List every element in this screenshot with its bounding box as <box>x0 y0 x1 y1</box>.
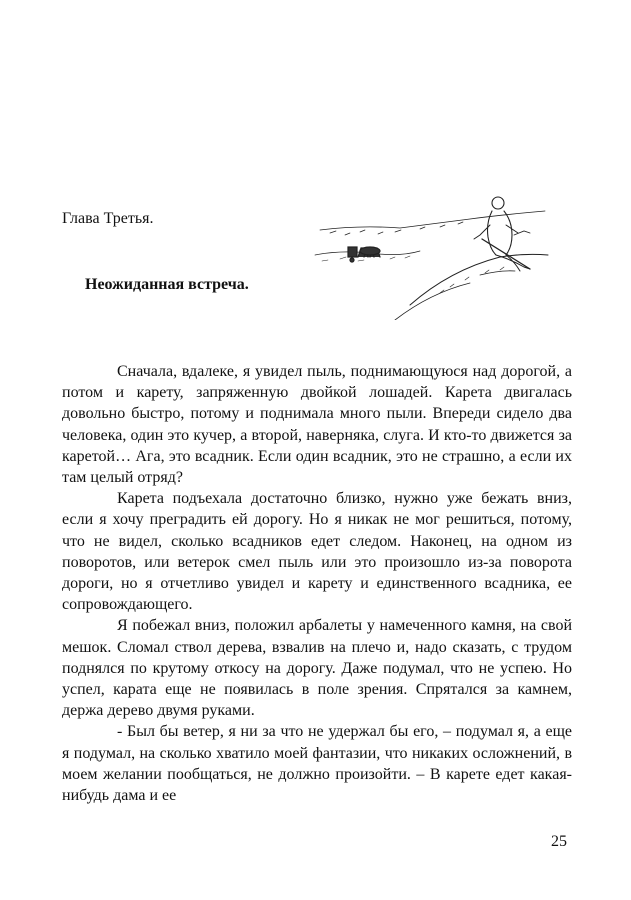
sketch-rider-carriage-icon <box>300 175 550 320</box>
paragraph: Сначала, вдалеке, я увидел пыль, поднимающуюся над дорогой, а потом и карету, запряженную двойкой лошадей. Карета двигалась довольно быстро, потому и поднимала много пыли. Впереди сидело два человека, один это кучер, а второй, наверняка, слуга. И кто-то движется за каретой… Ага, это всадник. Если один всадник, это не страшно, а если их там целый отряд? <box>62 363 572 487</box>
paragraph: Я побежал вниз, положил арбалеты у намеченного камня, на свой мешок. Сломал ствол дерева, взвалив на плечо и, надо сказать, с трудом поднялся по крутому откосу на дорогу. Даже подумал, что не успею. Но успел, карата еще не появилась в поле зрения. Спрятался за камнем, держа дерево двумя руками. <box>62 617 572 720</box>
body-text <box>62 361 572 806</box>
paragraph: Карета подъехала достаточно близко, нужно уже бежать вниз, если я хочу преградить ей дорогу. Но я никак не мог решиться, потому, что не видел, сколько всадников едет следом. Наконец, на одном из поворотов, или ветерок смел пыль или это произошло из-за поворота дороги, но я отчетливо увидел и карету и единственного всадника, ее сопровождающего. <box>62 490 572 614</box>
paragraph: - Был бы ветер, я ни за что не удержал бы его, – подумал я, а еще я подумал, на сколько хватило моей фантазии, что никаких осложнений, в моем желании пообщаться, не должно произойти. – В карете едет какая-нибудь дама и ее <box>62 723 572 805</box>
chapter-heading: Глава Третья. <box>62 210 154 227</box>
section-title: Неожиданная встреча. <box>85 276 249 293</box>
page-number: 25 <box>551 833 567 850</box>
